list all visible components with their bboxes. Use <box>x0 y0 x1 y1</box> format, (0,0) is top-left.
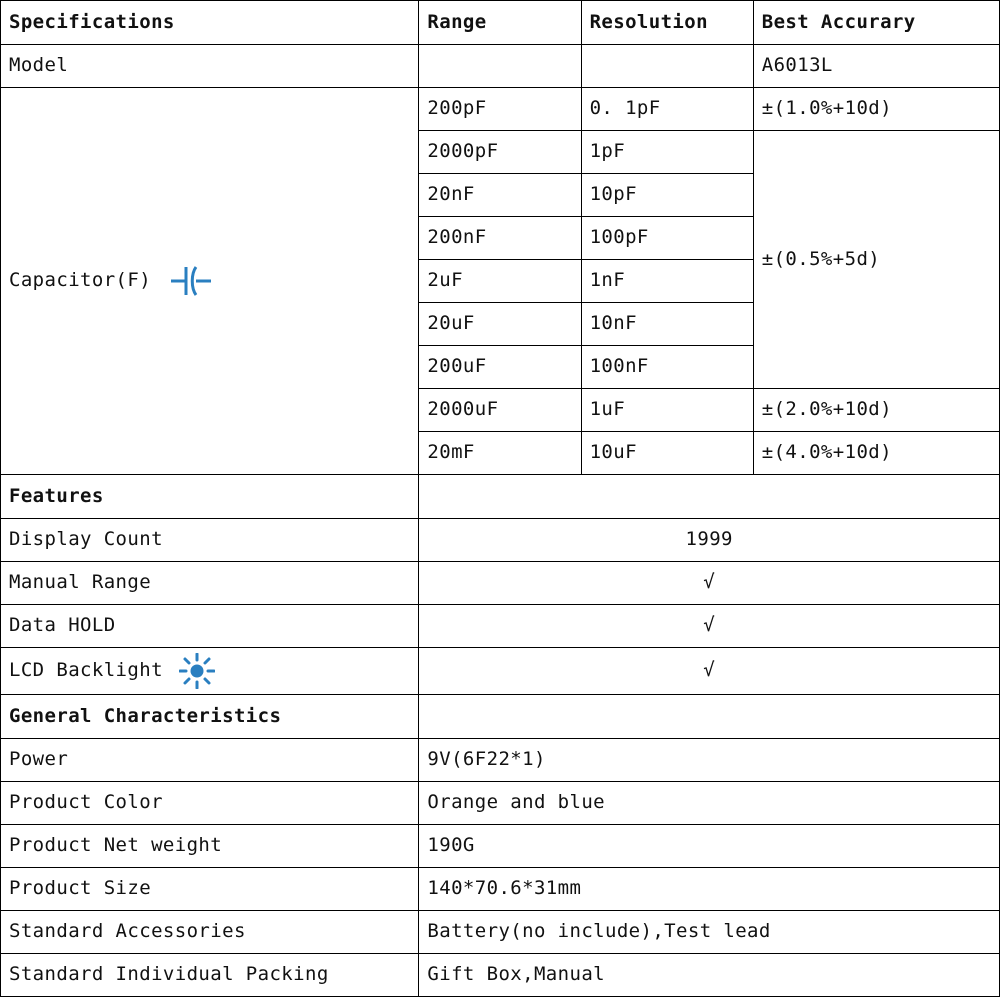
accuracy-value: ±(0.5%+5d) <box>753 131 999 389</box>
features-section-header: Features <box>1 475 419 519</box>
resolution-value: 1uF <box>581 389 753 432</box>
resolution-value: 0. 1pF <box>581 88 753 131</box>
range-value: 200uF <box>419 346 581 389</box>
range-value: 20mF <box>419 432 581 475</box>
capacitor-symbol-icon <box>169 264 213 298</box>
table-row <box>1 45 1000 88</box>
range-value: 2uF <box>419 260 581 303</box>
general-header-empty <box>419 695 1000 739</box>
capacitor-label: Capacitor(F) <box>9 269 152 292</box>
model-value: A6013L <box>753 45 999 88</box>
feature-label-lcd-backlight-text: LCD Backlight <box>9 659 163 682</box>
feature-label-data-hold: Data HOLD <box>1 605 419 648</box>
section-header-row <box>1 475 1000 519</box>
model-range-empty <box>419 45 581 88</box>
range-value: 20uF <box>419 303 581 346</box>
general-label-product-net-weight: Product Net weight <box>1 825 419 868</box>
general-label-product-color: Product Color <box>1 782 419 825</box>
accuracy-value: ±(2.0%+10d) <box>753 389 999 432</box>
general-value-product-net-weight: 190G <box>419 825 1000 868</box>
general-label-power: Power <box>1 739 419 782</box>
general-value-product-color: Orange and blue <box>419 782 1000 825</box>
resolution-value: 100nF <box>581 346 753 389</box>
table-header-row <box>1 1 1000 45</box>
table-row <box>1 868 1000 911</box>
general-label-product-size: Product Size <box>1 868 419 911</box>
table-row <box>1 825 1000 868</box>
resolution-value: 10pF <box>581 174 753 217</box>
column-header-specifications: Specifications <box>1 1 419 45</box>
general-value-standard-individual-packing: Gift Box,Manual <box>419 954 1000 997</box>
range-value: 2000pF <box>419 131 581 174</box>
table-row <box>1 911 1000 954</box>
table-row <box>1 519 1000 562</box>
table-row <box>1 782 1000 825</box>
feature-value-manual-range: √ <box>419 562 1000 605</box>
feature-label-manual-range: Manual Range <box>1 562 419 605</box>
model-resolution-empty <box>581 45 753 88</box>
general-label-standard-accessories: Standard Accessories <box>1 911 419 954</box>
accuracy-value: ±(4.0%+10d) <box>753 432 999 475</box>
model-label: Model <box>1 45 419 88</box>
feature-value-lcd-backlight: √ <box>419 648 1000 695</box>
general-value-power: 9V(6F22*1) <box>419 739 1000 782</box>
feature-value-data-hold: √ <box>419 605 1000 648</box>
resolution-value: 100pF <box>581 217 753 260</box>
table-row <box>1 605 1000 648</box>
column-header-resolution: Resolution <box>581 1 753 45</box>
range-value: 20nF <box>419 174 581 217</box>
general-section-header: General Characteristics <box>1 695 419 739</box>
table-row <box>1 954 1000 997</box>
resolution-value: 10nF <box>581 303 753 346</box>
column-header-range: Range <box>419 1 581 45</box>
general-value-standard-accessories: Battery(no include),Test lead <box>419 911 1000 954</box>
general-value-product-size: 140*70.6*31mm <box>419 868 1000 911</box>
feature-label-lcd-backlight <box>1 648 419 695</box>
table-row <box>1 88 1000 131</box>
table-row <box>1 648 1000 695</box>
column-header-best-accuracy: Best Accurary <box>753 1 999 45</box>
backlight-icon <box>179 653 215 689</box>
table-row <box>1 739 1000 782</box>
resolution-value: 1nF <box>581 260 753 303</box>
feature-label-display-count: Display Count <box>1 519 419 562</box>
resolution-value: 10uF <box>581 432 753 475</box>
feature-value-display-count: 1999 <box>419 519 1000 562</box>
resolution-value: 1pF <box>581 131 753 174</box>
table-row <box>1 562 1000 605</box>
section-header-row <box>1 695 1000 739</box>
features-header-empty <box>419 475 1000 519</box>
accuracy-value: ±(1.0%+10d) <box>753 88 999 131</box>
range-value: 200pF <box>419 88 581 131</box>
capacitor-label-cell <box>1 88 419 475</box>
range-value: 2000uF <box>419 389 581 432</box>
general-label-standard-individual-packing: Standard Individual Packing <box>1 954 419 997</box>
range-value: 200nF <box>419 217 581 260</box>
